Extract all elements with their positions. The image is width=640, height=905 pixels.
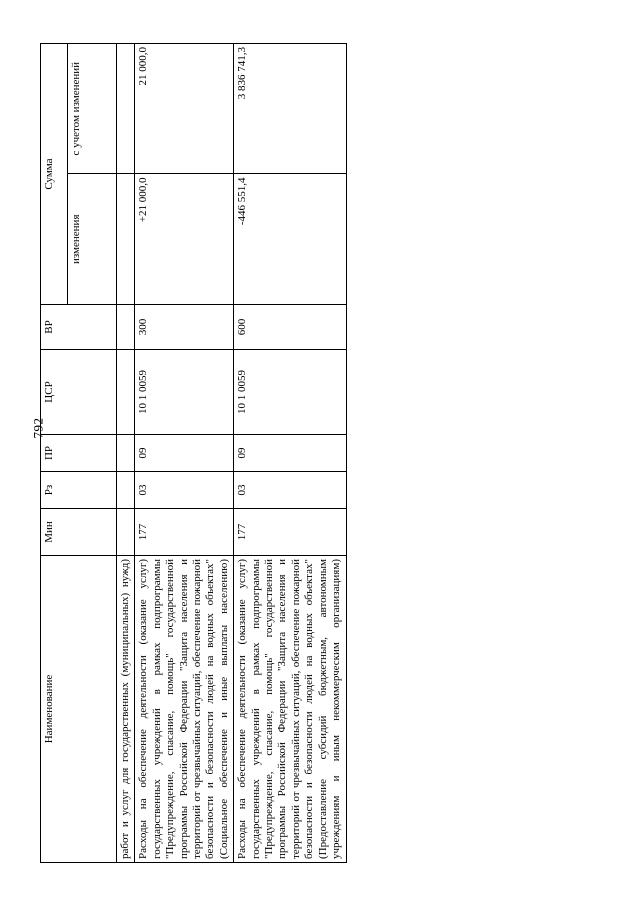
- column-header-sum-group: Сумма: [41, 43, 68, 304]
- cell-with-changes: 3 836 741,3: [234, 43, 346, 174]
- cell-vr: [117, 304, 135, 349]
- cell-rz: [117, 471, 135, 508]
- cell-name: работ и услуг для государственных (муниципальных) нужд): [117, 555, 135, 862]
- cell-vr: 600: [234, 304, 346, 349]
- cell-rz: 03: [234, 471, 346, 508]
- cell-changes: +21 000,0: [135, 174, 234, 305]
- table-row: [117, 43, 135, 862]
- column-header-rz: Рз: [41, 471, 117, 508]
- cell-changes: [117, 174, 135, 305]
- table-row: [135, 43, 234, 862]
- column-header-vr: ВР: [41, 304, 117, 349]
- cell-rz: 03: [135, 471, 234, 508]
- column-header-changes: изменения: [68, 174, 117, 305]
- column-header-pr: ПР: [41, 434, 117, 471]
- table-header: [41, 43, 117, 862]
- cell-name: Расходы на обеспечение деятельности (оказание услуг) государственных учреждений в рамках подпрограммы "Предупреждение, спасание, помощь" государственной программы Российской Федерации "Защита населения и территорий от чрезвычайных ситуаций, обеспечение пожарной безопасности и безопасности людей на водных объектах" (Предоставление субсидий бюджетным, автономным учреждениям и иным некоммерческим организациям): [234, 555, 346, 862]
- table-row: [234, 43, 346, 862]
- cell-pr: [117, 434, 135, 471]
- cell-csr: [117, 349, 135, 434]
- cell-min: [117, 508, 135, 555]
- cell-min: 177: [234, 508, 346, 555]
- column-header-with-changes: с учетом изменений: [68, 43, 117, 174]
- cell-name: Расходы на обеспечение деятельности (оказание услуг) государственных учреждений в рамках подпрограммы "Предупреждение, спасание, помощь" государственной программы Российской Федерации "Защита населения и территорий от чрезвычайных ситуаций, обеспечение пожарной безопасности и безопасности людей на водных объектах" (Социальное обеспечение и иные выплаты населению): [135, 555, 234, 862]
- table-header-row-1: [41, 43, 68, 862]
- column-header-name: Наименование: [41, 555, 117, 862]
- budget-table: [40, 43, 347, 863]
- page-number: 792: [30, 417, 46, 439]
- table-body: [117, 43, 347, 862]
- cell-vr: 300: [135, 304, 234, 349]
- column-header-min: Мин: [41, 508, 117, 555]
- cell-pr: 09: [135, 434, 234, 471]
- cell-min: 177: [135, 508, 234, 555]
- cell-csr: 10 1 0059: [234, 349, 346, 434]
- cell-changes: -446 551,4: [234, 174, 346, 305]
- column-header-csr: ЦСР: [41, 349, 117, 434]
- cell-with-changes: 21 000,0: [135, 43, 234, 174]
- cell-with-changes: [117, 43, 135, 174]
- cell-pr: 09: [234, 434, 346, 471]
- cell-csr: 10 1 0059: [135, 349, 234, 434]
- rotated-table-wrapper: [40, 33, 600, 873]
